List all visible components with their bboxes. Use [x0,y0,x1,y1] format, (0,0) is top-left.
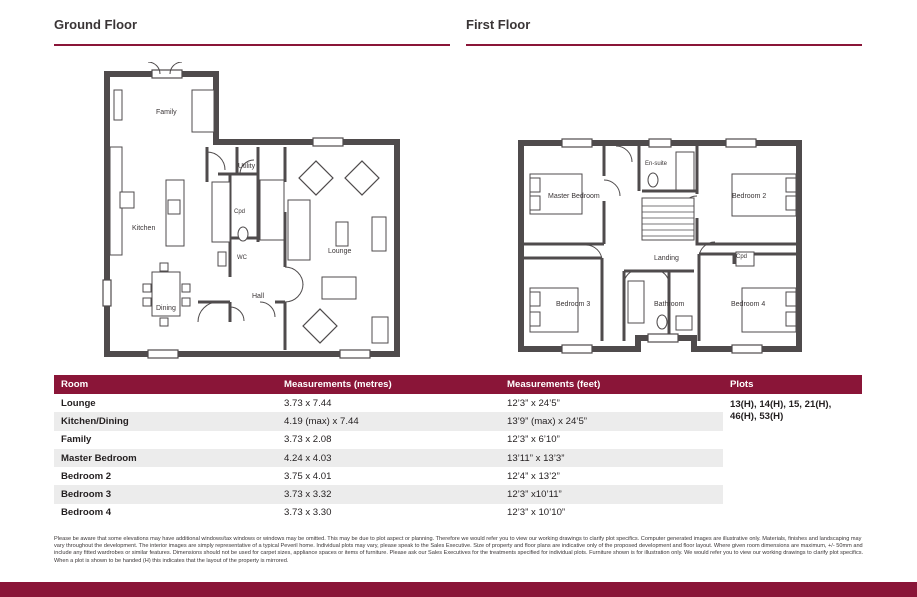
ground-floor-plan [100,62,410,362]
room-measurements-table [54,375,862,522]
header-metres: Measurements (metres) [277,375,500,394]
cell-feet: 12’3” x10’11” [500,485,723,503]
cell-room: Bedroom 4 [61,507,112,519]
room-label-bedroom4: Bedroom 4 [731,301,766,308]
disclaimer-text: Please be aware that some elevations may have additional windows/tax windows or windows may be omitted. This may be due to plot aspect or planning. Therefore we would refer you to view our working drawings to clarify plot specifics. Computer generated images are illustrative only. Materials, finishes and landscaping may vary throughout the development. The interior images are simply representative of a typical Peveril home. Individual plots may vary, please speak to the Sales Executive. Size of property and floor plans are indicative only of the proposed development and floor layout. Where given room dimensions are maximum, +/- 50mm and include any fitted wardrobes or similar features. Dimensions should not be used for carpet sizes, appliance spaces or items of furniture. Please ask our Sales Executives for the treatments specified for individual plots. Furniture shown is for illustration only. We would refer you to view our working drawings to clarify plot specifics. When a plot is shown to be handed (H) this indicates that the layout of the property is mirrored. [54,536,864,564]
room-label-master: Master Bedroom [548,193,600,200]
room-label-bedroom2: Bedroom 2 [732,193,767,200]
room-label-hall: Hall [252,293,265,300]
room-label-kitchen: Kitchen [132,225,156,232]
cell-metres: 3.73 x 3.32 [277,485,500,503]
cell-metres: 3.73 x 3.30 [284,507,332,519]
room-label-landing: Landing [654,255,679,262]
room-label-ensuite: En-suite [645,161,668,167]
footer-band [0,582,917,597]
cell-room: Lounge [61,397,96,409]
cell-room: Master Bedroom [54,449,277,467]
room-label-lounge: Lounge [328,248,352,255]
room-label-dining: Dining [156,305,176,312]
cell-feet: 13’11” x 13’3” [500,449,723,467]
table-header-row [54,375,862,394]
room-label-first-cpd: Cpd [736,254,748,260]
cell-room: Family [61,434,92,446]
cell-metres: 3.73 x 2.08 [284,434,332,446]
room-label-bedroom3: Bedroom 3 [556,301,591,308]
cell-room: Bedroom 2 [61,470,112,482]
cell-feet: 13’9” (max) x 24’5” [500,412,723,430]
first-floor-plan [514,136,806,362]
header-room: Room [54,375,277,394]
cell-plots: 13(H), 14(H), 15, 21(H), 46(H), 53(H) [723,394,862,522]
room-label-utility: Utility [238,163,256,170]
cell-feet: 12’3” x 10’10” [507,507,566,519]
cell-room: Bedroom 3 [54,485,277,503]
cell-feet: 12’3” x 6’10” [507,434,560,446]
cell-feet: 12’3” x 24’5” [507,397,560,409]
header-plots: Plots [723,375,862,394]
cell-metres: 4.24 x 4.03 [277,449,500,467]
room-label-cpd: Cpd [234,209,246,215]
room-label-wc: WC [237,255,247,261]
cell-metres: 3.75 x 4.01 [284,470,332,482]
cell-metres: 4.19 (max) x 7.44 [277,412,500,430]
cell-metres: 3.73 x 7.44 [284,397,332,409]
room-label-family: Family [156,109,177,116]
first-floor-title: First Floor [466,17,531,32]
ground-floor-rule [54,44,450,46]
table-row [54,394,862,412]
ground-floor-title: Ground Floor [54,17,138,32]
room-label-bathroom: Bathroom [654,301,685,308]
cell-feet: 12’4” x 13’2” [507,470,560,482]
header-feet: Measurements (feet) [500,375,723,394]
first-floor-rule [466,44,862,46]
ground-outer-wall [107,74,397,354]
cell-room: Kitchen/Dining [54,412,277,430]
